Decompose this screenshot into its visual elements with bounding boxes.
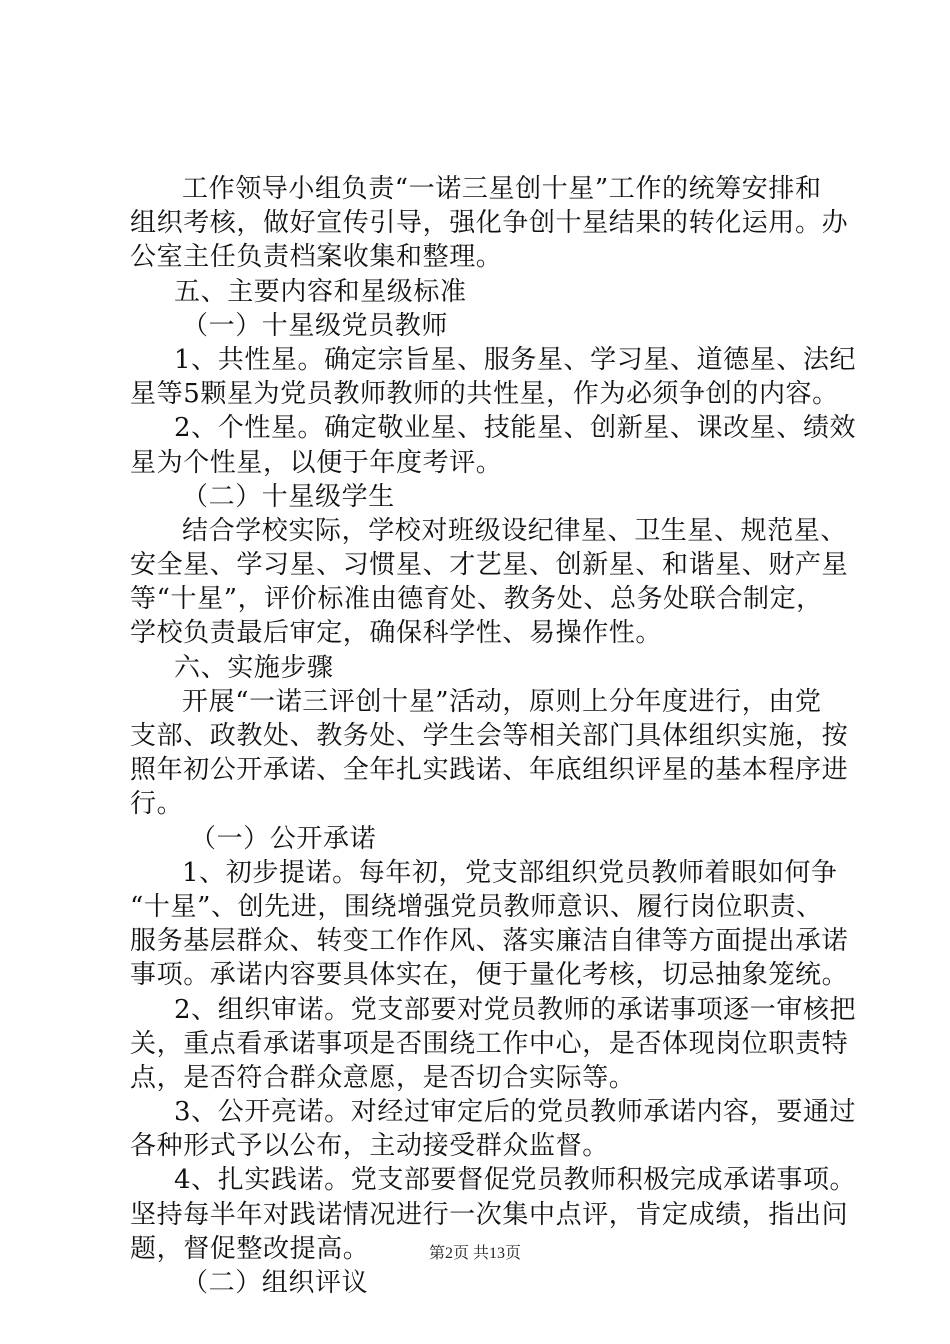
paragraph-line: 3、公开亮诺。对经过审定后的党员教师承诺内容，要通过: [174, 1097, 857, 1128]
paragraph-line: 结合学校实际，学校对班级设纪律星、卫生星、规范星、: [182, 515, 848, 546]
section-heading: 六、实施步骤: [174, 652, 334, 683]
paragraph-line: 2、组织审诺。党支部要对党员教师的承诺事项逐一审核把: [174, 994, 857, 1025]
paragraph-line: 星等5颗星为党员教师教师的共性星，作为必须争创的内容。: [130, 379, 839, 410]
paragraph-line: “十星”、创先进，围绕增强党员教师意识、履行岗位职责、: [130, 891, 823, 922]
subsection-heading: （二）十星级学生: [182, 481, 395, 512]
paragraph-line: 点，是否符合群众意愿，是否切合实际等。: [130, 1062, 636, 1093]
paragraph-line: 题，督促整改提高。: [130, 1233, 370, 1264]
paragraph-line: 事项。承诺内容要具体实在，便于量化考核，切忌抽象笼统。: [130, 960, 849, 991]
subsection-heading: （一）十星级党员教师: [182, 310, 449, 341]
paragraph-line: 行。: [130, 789, 184, 820]
paragraph-line: 2、个性星。确定敬业星、技能星、创新星、课改星、绩效: [174, 413, 857, 444]
paragraph-line: 1、初步提诺。每年初，党支部组织党员教师着眼如何争: [182, 857, 838, 888]
paragraph-line: 公室主任负责档案收集和整理。: [130, 242, 503, 273]
page-number-footer: 第2页 共13页: [428, 1245, 521, 1262]
paragraph-line: 关，重点看承诺事项是否围绕工作中心，是否体现岗位职责特: [130, 1028, 849, 1059]
paragraph-line: 工作领导小组负责“一诺三星创十星”工作的统筹安排和: [182, 174, 822, 204]
subsection-heading: （一）公开承诺: [190, 823, 377, 854]
paragraph-line: 照年初公开承诺、全年扎实践诺、年底组织评星的基本程序进: [130, 755, 849, 786]
document-body: [130, 172, 857, 1300]
paragraph-line: 4、扎实践诺。党支部要督促党员教师积极完成承诺事项。: [174, 1165, 857, 1196]
section-heading: 五、主要内容和星级标准: [174, 276, 467, 307]
subsection-heading: （二）组织评议: [182, 1268, 369, 1298]
paragraph-line: 星为个性星，以便于年度考评。: [130, 447, 503, 478]
paragraph-line: 学校负责最后审定，确保科学性、易操作性。: [130, 618, 663, 649]
paragraph-line: 坚持每半年对践诺情况进行一次集中点评，肯定成绩，指出问: [130, 1199, 849, 1230]
paragraph-line: 组织考核，做好宣传引导，强化争创十星结果的转化运用。办: [130, 208, 849, 239]
paragraph-line: 等“十星”，评价标准由德育处、教务处、总务处联合制定，: [130, 584, 823, 615]
paragraph-line: 开展“一诺三评创十星”活动，原则上分年度进行，由党: [182, 686, 822, 717]
paragraph-line: 1、共性星。确定宗旨星、服务星、学习星、道德星、法纪: [174, 344, 857, 375]
paragraph-line: 服务基层群众、转变工作作风、落实廉洁自律等方面提出承诺: [130, 926, 849, 957]
paragraph-line: 支部、政教处、教务处、学生会等相关部门具体组织实施，按: [130, 721, 849, 751]
paragraph-line: 各种形式予以公布，主动接受群众监督。: [130, 1131, 609, 1162]
paragraph-line: 安全星、学习星、习惯星、才艺星、创新星、和谐星、财产星: [130, 550, 849, 581]
